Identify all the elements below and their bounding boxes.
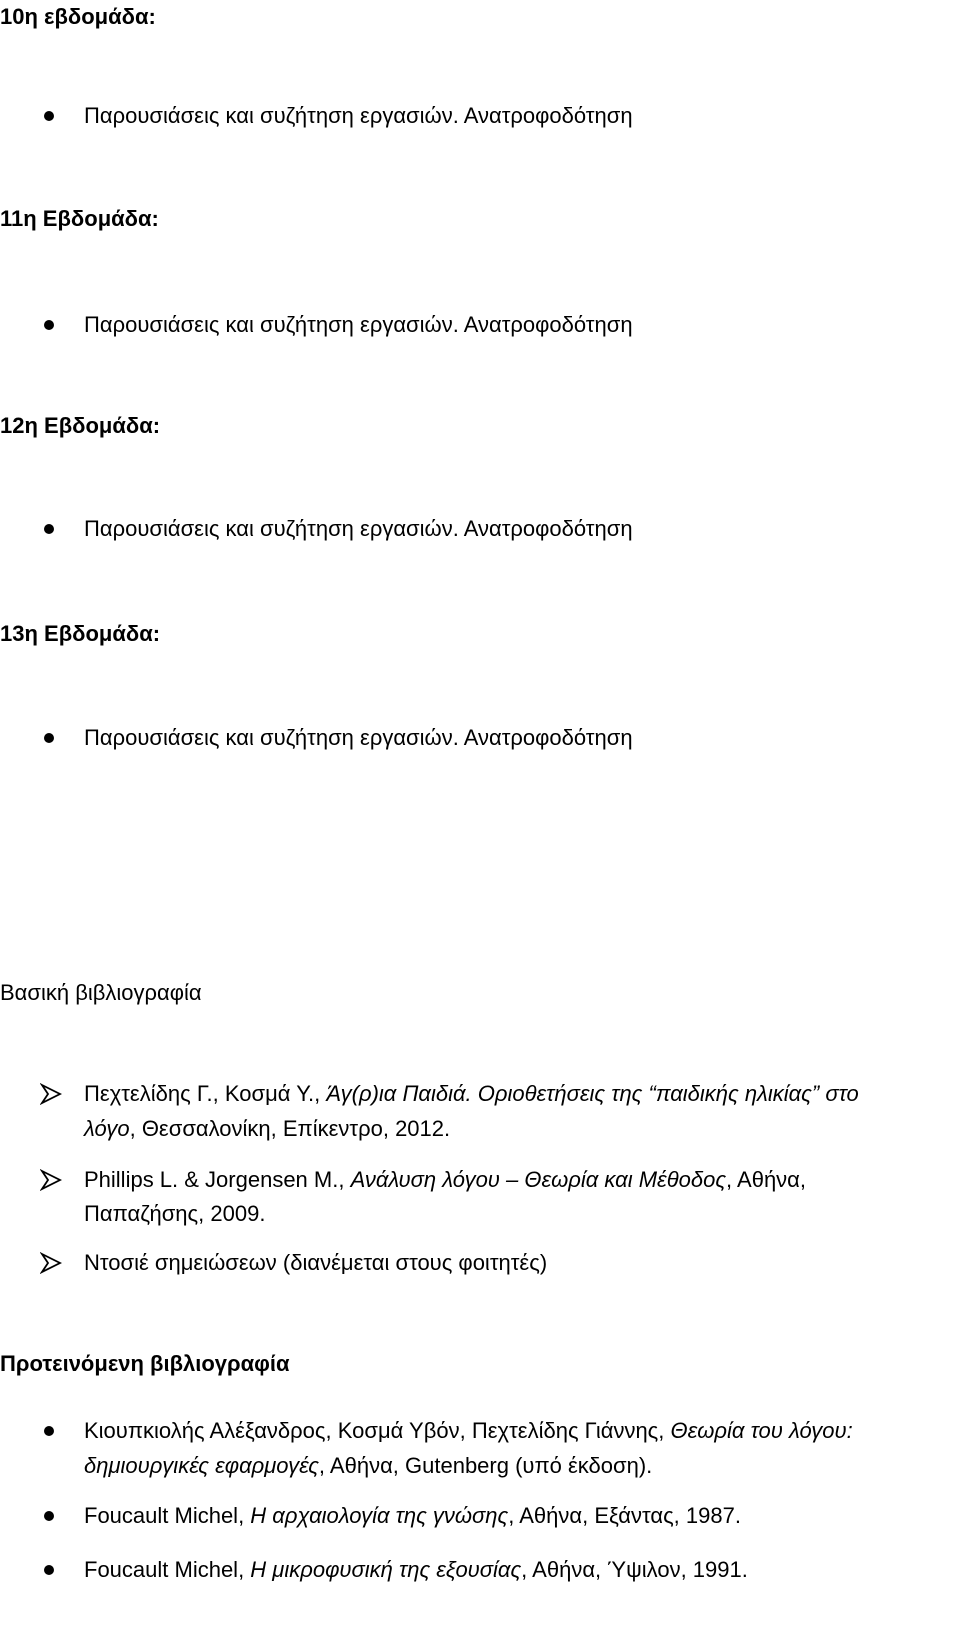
bibliography-entry-line (84, 1248, 547, 1278)
week-12-item: Παρουσιάσεις και συζήτηση εργασιών. Ανατροφοδότηση (84, 516, 633, 541)
book-title-text: λόγο (84, 1116, 130, 1141)
bibliography-entry-line (84, 1555, 748, 1585)
bibliography-entry-line (84, 1501, 741, 1531)
authors-text: Κιουπκιολής Αλέξανδρος, Κοσμά Υβόν, Πεχτελίδης Γιάννης, (84, 1418, 671, 1443)
week-13-title: 13η Εβδομάδα: (0, 621, 161, 646)
arrow-bullet-icon (40, 1169, 62, 1191)
week-12-title: 12η Εβδομάδα: (0, 413, 161, 438)
authors-text: Foucault Michel, (84, 1557, 251, 1582)
book-title-text: Ανάλυση λόγου – Θεωρία και Μέθοδος (350, 1167, 727, 1192)
arrow-bullet-icon (40, 1083, 62, 1105)
publisher-text: , Αθήνα, Gutenberg (υπό έκδοση). (318, 1453, 653, 1478)
bibliography-entry-line (84, 1416, 853, 1446)
bibliography-entry-line (84, 1114, 450, 1144)
notes-text: Ντοσιέ σημειώσεων (διανέμεται στους φοιτητές) (84, 1250, 548, 1275)
bullet-icon (44, 1511, 54, 1521)
arrow-bullet-icon (40, 1252, 62, 1274)
week-10-item: Παρουσιάσεις και συζήτηση εργασιών. Ανατροφοδότηση (84, 103, 633, 128)
bullet-icon (44, 111, 54, 121)
book-title-text: Η αρχαιολογία της γνώσης (250, 1503, 509, 1528)
bullet-icon (44, 320, 54, 330)
bullet-icon (44, 1426, 54, 1436)
week-11-title: 11η Εβδομάδα: (0, 206, 159, 231)
bibliography-entry-line (84, 1165, 806, 1195)
recommended-bibliography-title: Προτεινόμενη βιβλιογραφία (0, 1351, 290, 1376)
bibliography-entry-line (84, 1199, 265, 1229)
book-title-text: δημιουργικές εφαρμογές (84, 1453, 319, 1478)
publisher-text: , Αθήνα, Ύψιλον, 1991. (521, 1557, 748, 1582)
week-13-item: Παρουσιάσεις και συζήτηση εργασιών. Ανατροφοδότηση (84, 725, 633, 750)
publisher-text: , Αθήνα, Εξάντας, 1987. (508, 1503, 741, 1528)
book-title-text: Η μικροφυσική της εξουσίας (250, 1557, 522, 1582)
bullet-icon (44, 524, 54, 534)
authors-text: Foucault Michel, (84, 1503, 251, 1528)
week-10-title: 10η εβδομάδα: (0, 4, 156, 29)
week-11-item: Παρουσιάσεις και συζήτηση εργασιών. Ανατροφοδότηση (84, 312, 633, 337)
publisher-text: , Αθήνα, (726, 1167, 807, 1192)
authors-text: Phillips L. & Jorgensen M., (84, 1167, 351, 1192)
bibliography-entry-line (84, 1451, 652, 1481)
publisher-text: , Θεσσαλονίκη, Επίκεντρο, 2012. (129, 1116, 451, 1141)
book-title-text: Θεωρία του λόγου: (670, 1418, 853, 1443)
bullet-icon (44, 1565, 54, 1575)
authors-text: Πεχτελίδης Γ., Κοσμά Υ., (84, 1081, 327, 1106)
bibliography-entry-line (84, 1079, 859, 1109)
bullet-icon (44, 733, 54, 743)
basic-bibliography-title: Βασική βιβλιογραφία (0, 980, 202, 1005)
book-title-text: Άγ(ρ)ια Παιδιά. Οριοθετήσεις της “παιδικής ηλικίας” στο (326, 1081, 859, 1106)
publisher-text: Παπαζήσης, 2009. (84, 1201, 266, 1226)
